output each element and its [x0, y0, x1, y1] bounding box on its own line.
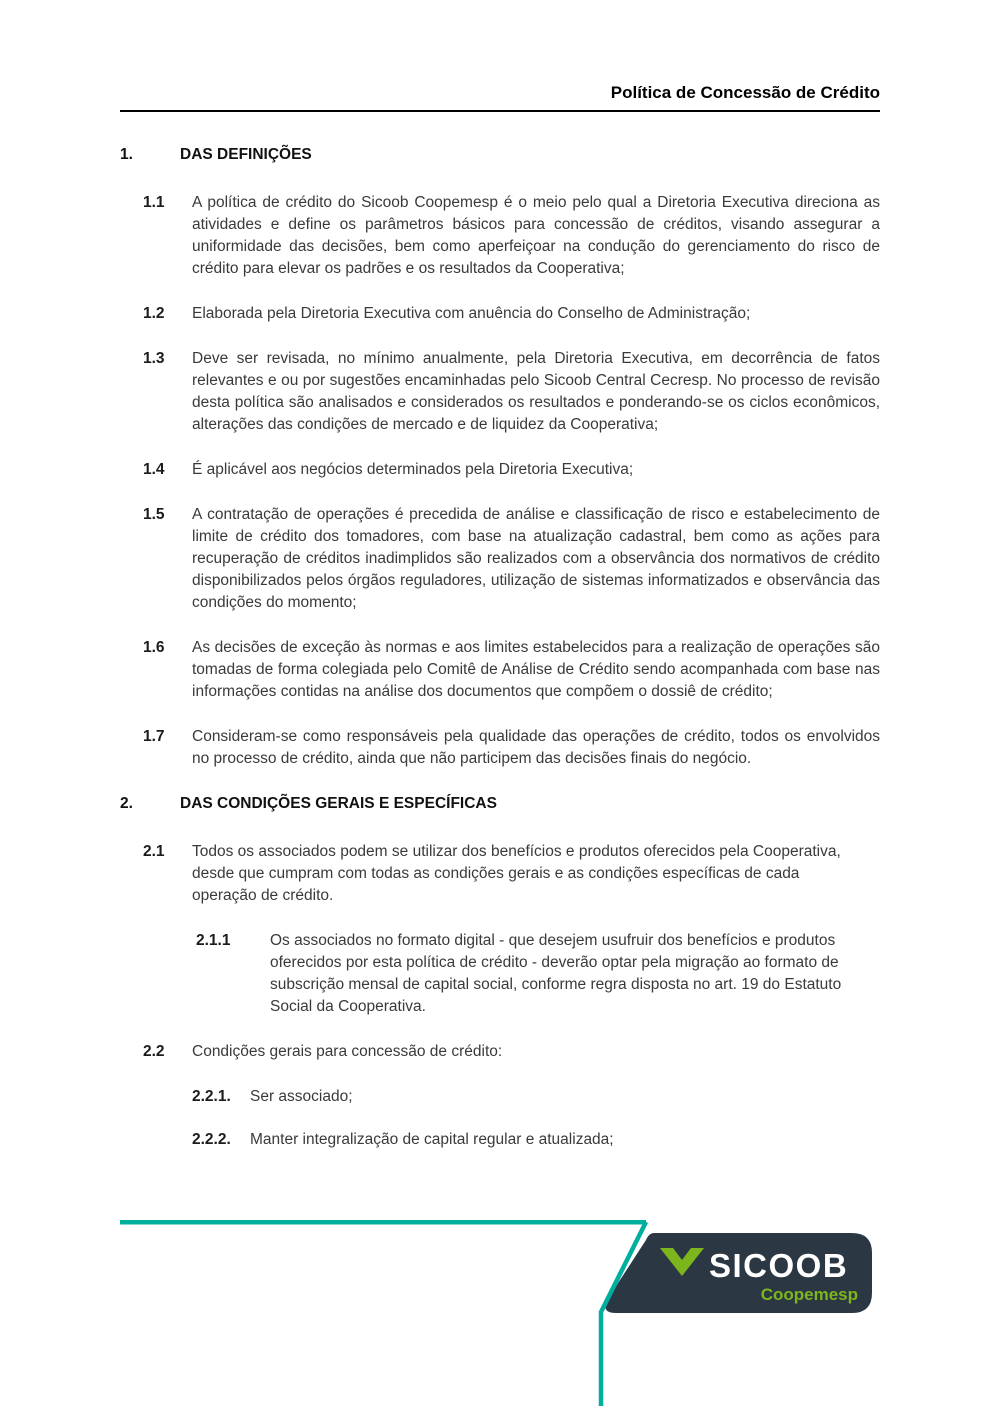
paragraph-number: 1.2 — [143, 305, 165, 322]
paragraph-number: 1.7 — [143, 728, 165, 745]
paragraph-text: Manter integralização de capital regular e atualizada; — [250, 1131, 614, 1148]
paragraph-text: É aplicável aos negócios determinados pela Diretoria Executiva; — [192, 461, 634, 478]
paragraph-text: Todos os associados podem se utilizar dos benefícios e produtos oferecidos pela Cooperativa, desde que cumpram com todas as condições gerais e as condições específicas de cada operação de crédito. — [192, 843, 841, 904]
paragraph-number: 2.1 — [143, 843, 165, 860]
paragraph-1-6 — [143, 637, 880, 703]
paragraph-number: 1.5 — [143, 506, 165, 523]
paragraph-1-1 — [143, 192, 880, 280]
section-number: 2. — [120, 795, 133, 812]
document-footer — [0, 1213, 1000, 1413]
paragraph-text: Condições gerais para concessão de crédito: — [192, 1043, 503, 1060]
section-heading-2 — [120, 793, 880, 815]
footer-accent-line — [601, 1222, 646, 1406]
paragraph-2-1 — [143, 841, 880, 907]
paragraph-text: As decisões de exceção às normas e aos limites estabelecidos para a realização de operações são tomadas de forma colegiada pelo Comitê de Análise de Crédito sendo acompanhada com base nas informações contidas na análise dos documentos que compõem o dossiê de crédito; — [192, 639, 880, 700]
section-title: DAS CONDIÇÕES GERAIS E ESPECÍFICAS — [180, 795, 497, 812]
sicoob-brand-text: SICOOB — [709, 1247, 849, 1284]
paragraph-number: 1.1 — [143, 194, 165, 211]
paragraph-number: 1.4 — [143, 461, 165, 478]
paragraph-1-7 — [143, 726, 880, 770]
paragraph-2-2 — [143, 1041, 880, 1063]
paragraph-2-1-1 — [196, 930, 880, 1018]
paragraph-2-2-1 — [192, 1086, 880, 1108]
paragraph-number: 2.2 — [143, 1043, 165, 1060]
paragraph-number: 1.3 — [143, 350, 165, 367]
paragraph-1-4 — [143, 459, 880, 481]
paragraph-1-2 — [143, 303, 880, 325]
paragraph-text: Ser associado; — [250, 1088, 353, 1105]
paragraph-number: 2.1.1 — [196, 932, 231, 949]
paragraph-text: A política de crédito do Sicoob Coopemesp é o meio pelo qual a Diretoria Executiva direciona as atividades e define os parâmetros básicos para concessão de créditos, visando assegurar a uniformidade das decisões, bem como aperfeiçoar na condução do gerenciamento do risco de crédito para elevar os padrões e os resultados da Cooperativa; — [192, 194, 880, 277]
paragraph-text: Os associados no formato digital - que desejem usufruir dos benefícios e produtos oferecidos por esta política de crédito - deverão optar pela migração ao formato de subscrição mensal de capital social, conforme regra disposta no art. 19 do Estatuto Social da Cooperativa. — [270, 932, 842, 1015]
paragraph-1-3 — [143, 348, 880, 436]
paragraph-number: 2.2.1. — [192, 1088, 231, 1105]
paragraph-text: Deve ser revisada, no mínimo anualmente, pela Diretoria Executiva, em decorrência de fatos relevantes e ou por sugestões encaminhadas pelo Sicoob Central Cecresp. No processo de revisão desta política são analisados e considerados os resultados e ponderando-se os ciclos econômicos, alterações das condições de mercado e de liquidez da Cooperativa; — [192, 350, 880, 433]
paragraph-2-2-2 — [192, 1129, 880, 1151]
section-number: 1. — [120, 146, 133, 163]
paragraph-number: 1.6 — [143, 639, 165, 656]
paragraph-number: 2.2.2. — [192, 1131, 231, 1148]
section-heading-1 — [120, 144, 880, 166]
paragraph-text: A contratação de operações é precedida de análise e classificação de risco e estabelecimento de limite de crédito dos tomadores, com base na atualização cadastral, bem como as ações para recuperação de créditos inadimplidos são realizados com a observância dos normativos de crédito disponibilizados pelos órgãos reguladores, utilização de sistemas informatizados e observância das condições do momento; — [192, 506, 880, 611]
header-rule — [120, 110, 880, 112]
paragraph-1-5 — [143, 504, 880, 614]
paragraph-text: Consideram-se como responsáveis pela qualidade das operações de crédito, todos os envolvidos no processo de crédito, ainda que não participem das decisões finais do negócio. — [192, 728, 880, 767]
section-title: DAS DEFINIÇÕES — [180, 146, 312, 163]
paragraph-text: Elaborada pela Diretoria Executiva com anuência do Conselho de Administração; — [192, 305, 751, 322]
page-title: Política de Concessão de Crédito — [610, 83, 880, 102]
footer-horizontal-line — [120, 1220, 646, 1225]
sicoob-subbrand-text: Coopemesp — [760, 1285, 858, 1304]
